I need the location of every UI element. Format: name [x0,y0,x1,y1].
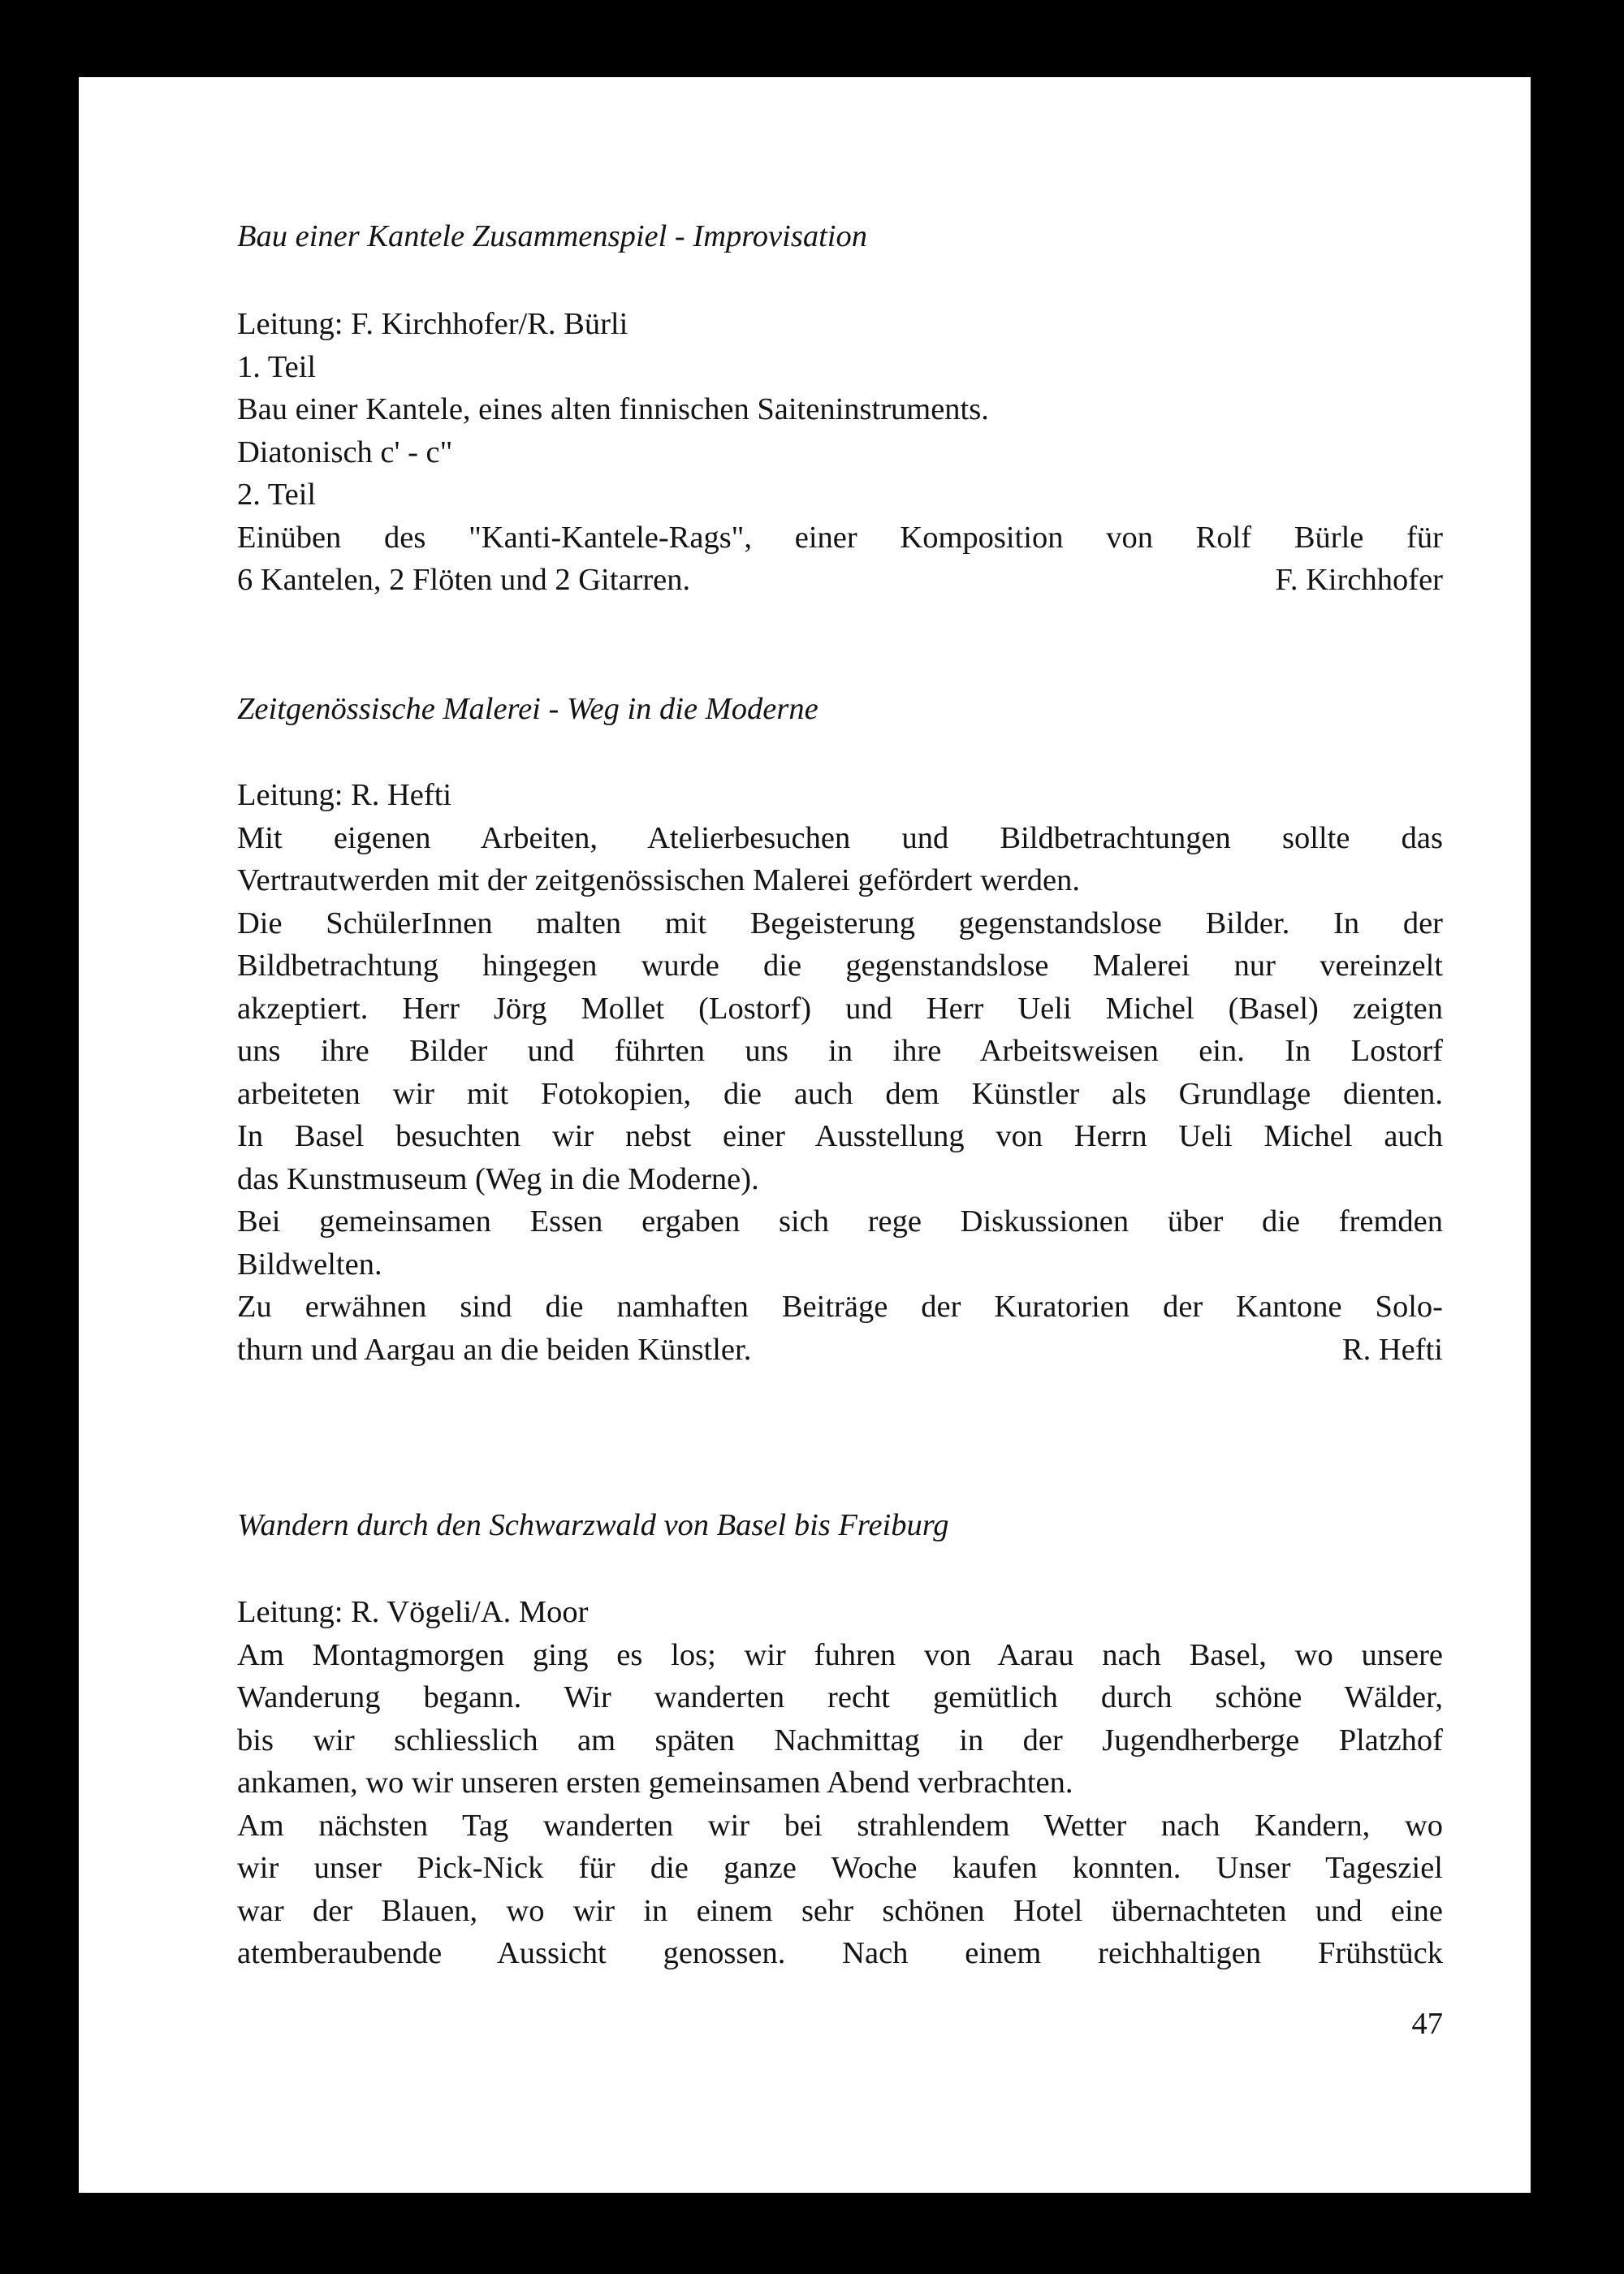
page-number: 47 [1411,2007,1443,2041]
section-3-title: Wandern durch den Schwarzwald von Basel bis Freiburg [237,1508,949,1542]
section-2-line-4: Die SchülerInnen malten mit Begeisterung gegenstandslose Bilder. In der [237,906,1443,940]
section-1-closing-line [237,559,1443,602]
section-1-line-1: Leitung: F. Kirchhofer/R. Bürli [237,307,628,341]
section-2-body [237,774,1443,1371]
section-3-body [237,1591,1443,1975]
section-2-line-6: akzeptiert. Herr Jörg Mollet (Lostorf) und Herr Ueli Michel (Basel) zeigten [237,991,1443,1026]
section-2-line-7: uns ihre Bilder und führten uns in ihre Arbeitsweisen ein. In Lostorf [237,1034,1443,1068]
section-1-body [237,303,1443,602]
section-1-author: F. Kirchhofer [1275,563,1443,597]
section-3-line-6: Am nächsten Tag wanderten wir bei strahlendem Wetter nach Kandern, wo [237,1808,1443,1843]
section-2-line-12: Bildwelten. [237,1247,382,1282]
section-1-line-2: 1. Teil [237,349,317,384]
section-2-line-8: arbeiteten wir mit Fotokopien, die auch dem Künstler als Grundlage dienten. [237,1076,1443,1111]
section-2-line-10: das Kunstmuseum (Weg in die Moderne). [237,1161,759,1196]
section-2-line-2: Mit eigenen Arbeiten, Atelierbesuchen und Bildbetrachtungen sollte das [237,820,1443,855]
document-page [79,77,1531,2193]
section-2-line-11: Bei gemeinsamen Essen ergaben sich rege Diskussionen über die fremden [237,1204,1443,1239]
section-3-line-9: atemberaubende Aussicht genossen. Nach einem reichhaltigen Frühstück [237,1936,1443,1970]
section-2-closing-line [237,1329,1443,1372]
section-2-author: R. Hefti [1341,1332,1443,1367]
section-3-line-4: bis wir schliesslich am späten Nachmittag in der Jugendherberge Platzhof [237,1723,1443,1757]
section-3-line-8: war der Blauen, wo wir in einem sehr schönen Hotel übernachteten und eine [237,1893,1443,1928]
section-1-last-line: 6 Kantelen, 2 Flöten und 2 Gitarren. [237,563,691,597]
section-3-line-5: ankamen, wo wir unseren ersten gemeinsamen Abend verbrachten. [237,1766,1073,1800]
section-3-line-1: Leitung: R. Vögeli/A. Moor [237,1595,589,1629]
section-1-line-6: Einüben des "Kanti-Kantele-Rags", einer Komposition von Rolf Bürle für [237,520,1443,555]
section-3-line-2: Am Montagmorgen ging es los; wir fuhren von Aarau nach Basel, wo unsere [237,1637,1443,1672]
section-3-line-3: Wanderung begann. Wir wanderten recht gemütlich durch schöne Wälder, [237,1680,1443,1714]
section-2-title: Zeitgenössische Malerei - Weg in die Moderne [237,692,818,726]
section-2-line-3: Vertrautwerden mit der zeitgenössischen Malerei gefördert werden. [237,863,1080,897]
section-2-line-9: In Basel besuchten wir nebst einer Ausstellung von Herrn Ueli Michel auch [237,1119,1443,1153]
section-1-line-3: Bau einer Kantele, eines alten finnischen Saiteninstruments. [237,392,989,426]
section-2-line-5: Bildbetrachtung hingegen wurde die gegenstandslose Malerei nur vereinzelt [237,949,1443,983]
section-1-line-4: Diatonisch c' - c" [237,434,453,469]
section-2-line-1: Leitung: R. Hefti [237,778,452,812]
section-2-last-line: thurn und Aargau an die beiden Künstler. [237,1332,752,1367]
section-1-title: Bau einer Kantele Zusammenspiel - Improvisation [237,219,867,253]
section-1-line-5: 2. Teil [237,478,317,512]
section-3-line-7: wir unser Pick-Nick für die ganze Woche kaufen konnten. Unser Tagesziel [237,1851,1443,1885]
section-2-line-13: Zu erwähnen sind die namhaften Beiträge der Kuratorien der Kantone Solo- [237,1290,1443,1324]
